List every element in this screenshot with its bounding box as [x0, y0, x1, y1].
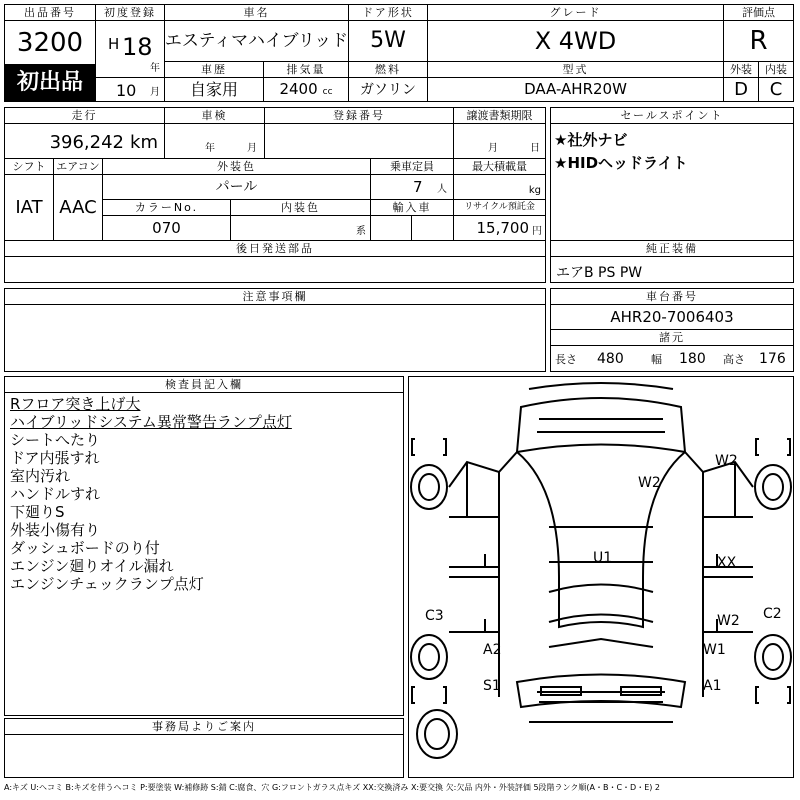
width: 180 [679, 351, 706, 367]
door-label: ドア形状 [348, 4, 428, 21]
month-unit: 月 [150, 87, 160, 98]
recycle: 15,700 [476, 219, 529, 237]
era: H [108, 35, 120, 53]
shift-label: シフト [4, 158, 54, 175]
dims-label: 諸元 [550, 329, 794, 346]
reg-month-cell [95, 77, 165, 102]
disp-label: 排気量 [263, 61, 349, 78]
damage-mark: W2 [715, 453, 738, 469]
later-parts-cell [4, 256, 546, 283]
transfer-day-unit: 日 [530, 143, 540, 154]
sales-point-1: ★社外ナビ [554, 131, 628, 149]
damage-mark: W2 [638, 475, 661, 491]
shift: IAT [4, 174, 54, 241]
inspect-month-unit: 月 [247, 143, 257, 154]
damage-mark: U1 [593, 550, 613, 566]
inspector-label: 検査員記入欄 [4, 376, 404, 393]
inspect-label: 車検 [164, 107, 265, 124]
int-score: C [758, 77, 794, 102]
transfer-month-unit: 月 [488, 143, 498, 154]
office-label: 事務局よりご案内 [4, 718, 404, 735]
aircon: AAC [53, 174, 103, 241]
grade: X 4WD [427, 20, 724, 62]
legend: A:キズ U:ヘコミ B:キズを伴うヘコミ P:要塗装 W:補修跡 S:錆 C:腐食、穴 G:フロントガラス点キズ XX:交換済み X:要交換 欠:欠品 内外・外装評価 5段階ランク順(A・B・C・D・E) 2 [4, 783, 661, 792]
inspect-cell [164, 123, 265, 159]
ext-color: パール [102, 174, 371, 200]
name-label: 車名 [164, 4, 349, 21]
recycle-cell [453, 215, 546, 241]
equipment: エアB PS PW [556, 265, 643, 281]
mileage-label: 走行 [4, 107, 165, 124]
int-label: 内装 [758, 61, 794, 78]
dims-cell [550, 345, 794, 372]
door-type: 5W [348, 20, 428, 62]
damage-mark: C2 [763, 606, 782, 622]
load-unit: kg [528, 185, 541, 196]
color-no-label: カラーNo. [102, 199, 231, 216]
reg-year: 18 [122, 33, 153, 61]
lot-number: 3200 [4, 20, 96, 65]
disp-unit: cc [322, 86, 333, 97]
transfer-label: 譲渡書類期限 [453, 107, 546, 124]
color-label: 外装色 [102, 158, 371, 175]
fuel: ガソリン [348, 77, 428, 102]
color-no: 070 [102, 215, 231, 241]
transfer-cell [453, 123, 546, 159]
reg-year-cell [95, 20, 165, 78]
inspector-line: ハンドルすれ [10, 485, 101, 503]
score-label: 評価点 [723, 4, 794, 21]
inspector-line: 外装小傷有り [10, 521, 101, 539]
notes-label: 注意事項欄 [4, 288, 546, 305]
car-name: エスティマハイブリッド [164, 20, 349, 62]
inspector-line: ドア内張すれ [10, 449, 100, 467]
capacity: 7 [413, 178, 423, 196]
inspector-line: エンジン廻りオイル漏れ [10, 557, 174, 575]
fuel-label: 燃料 [348, 61, 428, 78]
capacity-label: 乗車定員 [370, 158, 454, 175]
damage-mark: XX [717, 555, 737, 571]
damage-mark: W1 [703, 642, 726, 658]
grade-label: グレード [427, 4, 724, 21]
inspector-line: 下廻りS [10, 503, 65, 521]
load-cell [453, 174, 546, 200]
width-label: 幅 [651, 353, 662, 366]
inspector-line: Rフロア突き上げ大 [10, 395, 141, 413]
disp-cell [263, 77, 349, 102]
load-label: 最大積載量 [453, 158, 546, 175]
recycle-label: リサイクル預託金 [453, 199, 546, 216]
year-unit: 年 [150, 63, 160, 74]
interior-color-unit: 系 [356, 226, 366, 237]
damage-mark: A2 [483, 642, 502, 658]
mileage-cell [4, 123, 165, 159]
recycle-unit: 円 [532, 226, 542, 237]
history: 自家用 [164, 77, 264, 102]
inspector-line: エンジンチェックランプ点灯 [10, 575, 204, 593]
reg-month: 10 [116, 81, 137, 100]
length-label: 長さ [555, 353, 577, 366]
chassis-number: AHR20-7006403 [550, 304, 794, 330]
inspect-year-unit: 年 [205, 143, 215, 154]
plate-cell [264, 123, 454, 159]
damage-mark: S1 [483, 678, 501, 694]
ext-label: 外装 [723, 61, 759, 78]
model-label: 型式 [427, 61, 724, 78]
inspector-line: 室内汚れ [10, 467, 71, 485]
damage-diagram [408, 376, 794, 778]
equip-label: 純正装備 [550, 240, 794, 257]
damage-mark: A1 [703, 678, 722, 694]
history-label: 車歴 [164, 61, 264, 78]
model-code: DAA-AHR20W [427, 77, 724, 102]
later-parts-label: 後日発送部品 [4, 240, 546, 257]
mileage: 396,242 [49, 132, 124, 153]
sales-box [550, 107, 794, 241]
chassis-label: 車台番号 [550, 288, 794, 305]
score: R [723, 20, 794, 62]
sales-label: セールスポイント [550, 107, 794, 124]
capacity-cell [370, 174, 454, 200]
mileage-unit: km [130, 132, 158, 153]
displacement: 2400 [279, 80, 318, 98]
inspector-line: ダッシュボードのり付 [10, 539, 160, 557]
interior-color-cell [230, 215, 371, 241]
plate-label: 登録番号 [264, 107, 454, 124]
car-outline [409, 377, 793, 777]
import-cell [370, 215, 454, 241]
first-listing-badge: 初出品 [4, 64, 96, 102]
inspector-line: シートへたり [10, 431, 101, 449]
capacity-unit: 人 [437, 184, 447, 195]
damage-mark: C3 [425, 608, 444, 624]
sales-point-2: ★HIDヘッドライト [554, 154, 688, 172]
height: 176 [759, 351, 786, 367]
ext-score: D [723, 77, 759, 102]
import-label: 輸入車 [370, 199, 454, 216]
interior-color-label: 内装色 [230, 199, 371, 216]
lot-label: 出品番号 [4, 4, 96, 21]
inspector-line: ハイブリッドシステム異常警告ランプ点灯 [10, 413, 292, 431]
length: 480 [597, 351, 624, 367]
reg-label: 初度登録 [95, 4, 165, 21]
height-label: 高さ [723, 353, 745, 366]
damage-mark: W2 [717, 613, 740, 629]
ac-label: エアコン [53, 158, 103, 175]
